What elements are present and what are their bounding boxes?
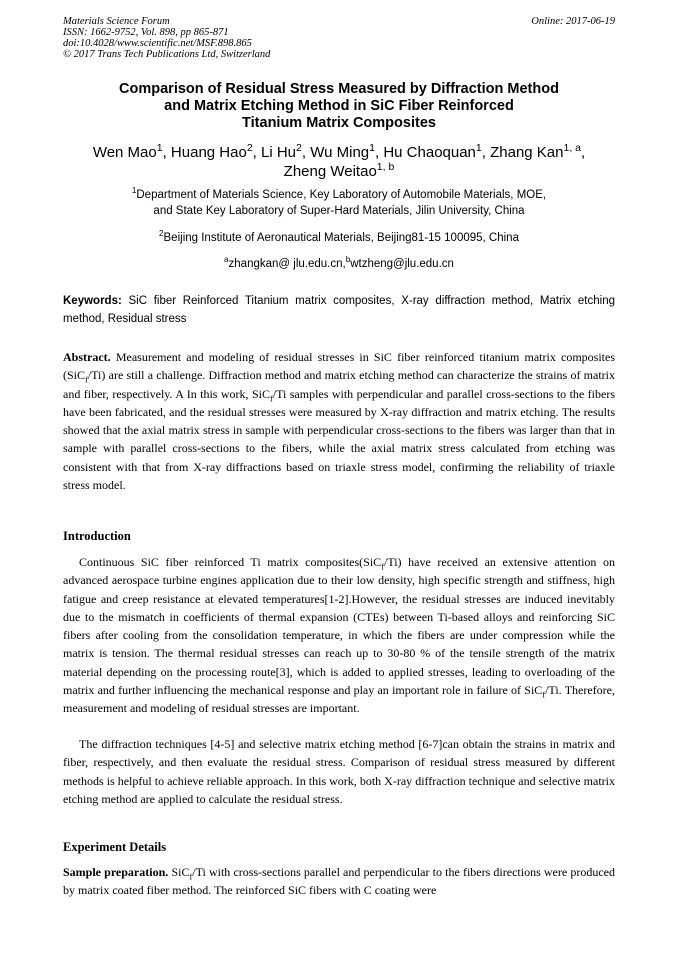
keywords <box>63 292 615 328</box>
sample-preparation-label: Sample preparation. <box>63 865 169 879</box>
abstract: Abstract. Measurement and modeling of residual stresses in SiC fiber reinforced titanium matrix composites (SiC$_f$/Ti) are still a challenge. Diffraction method and matrix etching method can characterize the strains of matrix and fiber, respectively. A In this work, SiC$_f$/Ti samples with perpendicular and parallel cross-sections to the fibers have been fabricated, and the residual stresses were measured by X-ray diffraction and matrix etching. The results showed that the axial matrix stress in sample with perpendicular cross-sections to the fibers was larger than that in sample with parallel cross-sections to the fibers, while the axial matrix stress calculated from etching was consistent with that from X-ray diffractions based on triaxle stress model, confirming the reliability of triaxle stress model. <box>63 350 615 493</box>
title-line-2: and Matrix Etching Method in SiC Fiber Reinforced <box>164 98 514 114</box>
author: Wen Mao <box>92 144 157 161</box>
author-list: Wen Mao$^1$, Huang Hao$^2$, Li Hu$^2$, Wu Ming$^1$, Hu Chaoquan$^1$, Zhang Kan$^{1, a}$, Zheng Weitao$^{1, b}$ <box>92 142 586 180</box>
introduction-paragraph-1: Continuous SiC fiber reinforced Ti matrix composites(SiC$_f$/Ti) have received an extensive attention on advanced aerospace turbine engines application due to their low density, high specific strength and stiffness, high fatigue and creep resistance at elevated temperatures[1-2].However, the residual stresses are induced inevitably due to the mismatch in coefficients of thermal expansion (CTEs) between Ti-based alloys and reinforcing SiC fibers after cooling from the consolidation temperature, in which the fibers are under compression while the matrix is tension. The thermal residual stresses can reach up to 30-80 % of the tensile strength of the matrix material depending on the processing route[3], which is added to applied stresses, leading to overloading of the matrix and further influencing the mechanical response and play an important role in failure of SiC$_f$/Ti. Therefore, measurement and modeling of residual stresses are important. <box>63 555 616 716</box>
issn: ISSN: 1662-9752, Vol. 898, pp 865-871 <box>63 27 229 38</box>
email-line: $^a$zhangkan@ jlu.edu.cn,$^b$wtzheng@jlu.edu.cn <box>224 255 454 270</box>
abstract-label: Abstract. <box>63 350 111 364</box>
introduction-paragraph-2: The diffraction techniques [4-5] and selective matrix etching method [6-7]can obtain the strains in matrix and fiber, respectively, and then evaluate the residual stress. Comparison of residual stress measured by different methods is helpful to achieve reliable approach. In this work, both X-ray diffraction technique and selective matrix etching method are applied to calculate the residual stress. <box>63 737 615 806</box>
author: Li Hu <box>261 144 297 161</box>
online-date: Online: 2017-06-19 <box>531 16 615 27</box>
affiliation-1: $^1$Department of Materials Science, Key Laboratory of Automobile Materials, MOE, and State Key Laboratory of Super-Hard Materials, Jilin University, China <box>131 186 547 217</box>
keywords-text: SiC fiber Reinforced Titanium matrix composites, X-ray diffraction method, Matrix etching method, Residual stress <box>63 295 615 325</box>
experiment-paragraph: Sample preparation. SiC$_f$/Ti with cross-sections parallel and perpendicular to the fibers directions were produced by matrix coated fiber method. The reinforced SiC fibers with C coating were <box>63 865 615 898</box>
journal-name: Materials Science Forum <box>63 16 170 27</box>
doi: doi:10.4028/www.scientific.net/MSF.898.865 <box>63 38 252 49</box>
email-b: wtzheng@jlu.edu.cn <box>350 258 454 270</box>
author: Huang Hao <box>170 144 247 161</box>
title-line-1: Comparison of Residual Stress Measured by Diffraction Method <box>119 81 559 97</box>
author: Wu Ming <box>310 144 370 161</box>
author: Zheng Weitao <box>283 163 377 180</box>
running-header-left <box>63 16 270 60</box>
introduction-heading: Introduction <box>63 529 131 543</box>
keywords-label: Keywords: <box>63 295 122 307</box>
copyright: © 2017 Trans Tech Publications Ltd, Switzerland <box>63 49 271 60</box>
experiment-heading: Experiment Details <box>63 840 167 854</box>
title-line-3: Titanium Matrix Composites <box>242 115 436 131</box>
affiliation-2: $^2$Beijing Institute of Aeronautical Materials, Beijing81-15 100095, China <box>159 229 519 244</box>
paper-title <box>63 81 615 132</box>
author: Hu Chaoquan <box>383 144 476 161</box>
email-a: zhangkan@ jlu.edu.cn, <box>228 258 346 270</box>
author: Zhang Kan <box>490 144 564 161</box>
